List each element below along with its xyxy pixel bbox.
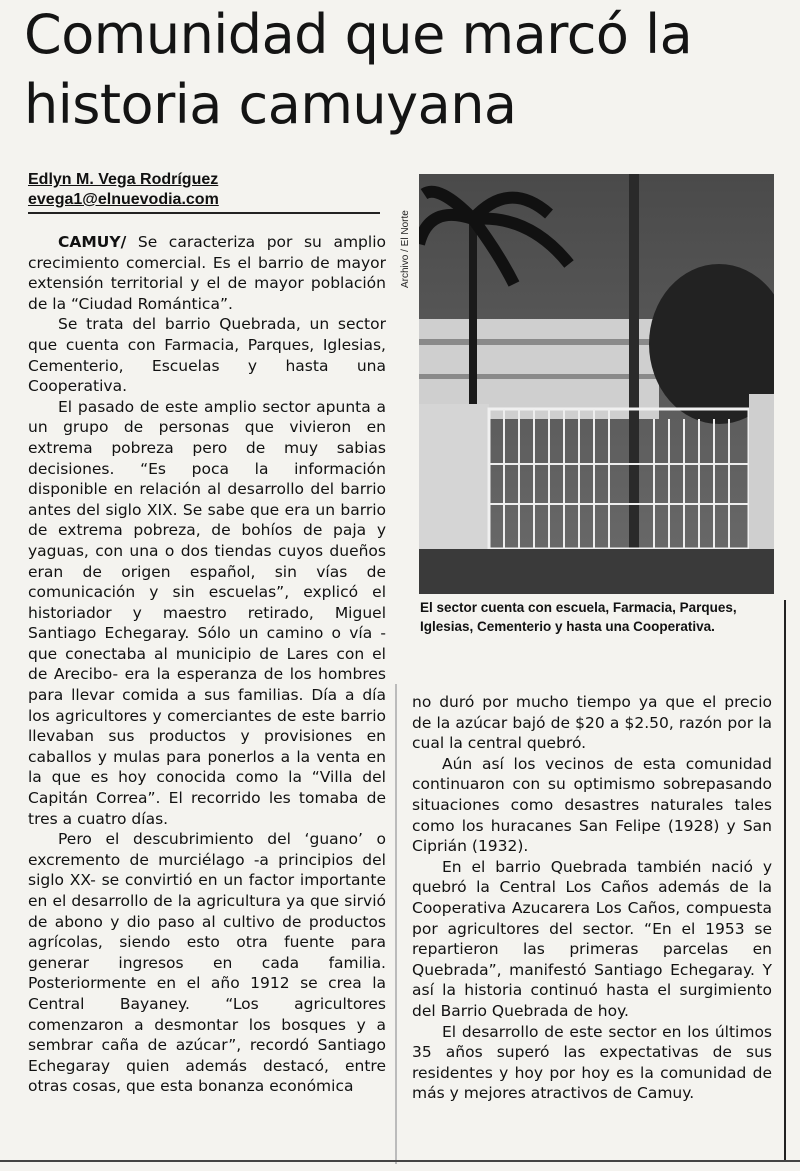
article-column-1 (28, 232, 386, 1097)
author-email[interactable]: evega1@elnuevodia.com (28, 191, 219, 208)
bottom-rule (0, 1160, 800, 1162)
headline: Comunidad que marcó la historia camuyana (24, 3, 693, 136)
photo-credit: Archivo / El Norte (400, 210, 411, 288)
author-name: Edlyn M. Vega Rodríguez (28, 171, 219, 188)
column-divider (395, 684, 397, 1164)
paragraph-5: no duró por mucho tiempo ya que el precio de la azúcar bajó de $20 a $2.50, razón por la cual la central quebró. (412, 693, 772, 753)
right-border-rule (784, 600, 786, 1160)
article-column-2 (412, 692, 772, 1104)
paragraph-3: El pasado de este amplio sector apunta a un grupo de personas que vivieron en extrema pobreza pero de muy sabias decisiones. “Es poca la información disponible en relación al desarrollo del barrio antes del siglo XIX. Se sabe que era un barrio de extrema pobreza, de bohíos de paja y yaguas, con una o dos tiendas cuyos dueños eran de origen español, sin vías de comunicación y sin escuelas”, explicó el historiador y maestro retirado, Miguel Santiago Echegaray. Sólo un camino o vía -que conectaba al municipio de Lares con el de Arecibo- era la esperanza de los hombres para llevar comida a sus familias. Día a día los agricultores y comerciantes de este barrio llevaban sus productos y provisiones en caballos y mulas para ponerlos a la venta en la que es hoy conocida como la “Villa del Capitán Correa”. El recorrido les tomaba de tres a cuatro días. (28, 397, 386, 828)
paragraph-7: En el barrio Quebrada también nació y quebró la Central Los Caños además de la Cooperativa Azucarera Los Caños, compuesta por agricultores del sector. “En el 1953 se repartieron las primeras parcelas en Quebrada”, manifestó Santiago Echegaray. Y así la historia continuó hasta el surgimiento del Barrio Quebrada de hoy. (412, 857, 772, 1020)
paragraph-4: Pero el descubrimiento del ‘guano’ o excremento de murciélago -a principios del siglo XX- se convirtió en un factor importante en el desarrollo de la agricultura ya que sirvió de abono y dio paso al cultivo de productos agrícolas, siendo esto otra fuente para generar ingresos en cada familia. Posteriormente en el año 1912 se crea la Central Bayaney. “Los agricultores comenzaron a desmontar los bosques y a sembrar caña de azúcar”, recordó Santiago Echegaray quien además destacó, entre otras cosas, que esta bonanza económica (28, 830, 386, 1096)
paragraph-6: Aún así los vecinos de esta comunidad continuaron con su optimismo sobrepasando situaciones como desastres naturales tales como los huracanes San Felipe (1928) y San Ciprián (1932). (412, 754, 772, 856)
byline-rule (28, 212, 380, 214)
paragraph-8: El desarrollo de este sector en los últimos 35 años superó las expectativas de sus residentes y hoy por hoy es la comunidad de más y mejores atractivos de Camuy. (412, 1022, 772, 1103)
paragraph-2: Se trata del barrio Quebrada, un sector que cuenta con Farmacia, Parques, Iglesias, Cementerio, Escuelas y hasta una Cooperativa. (28, 315, 386, 396)
photo-caption: El sector cuenta con escuela, Farmacia, Parques, Iglesias, Cementerio y hasta una Cooperativa. (420, 600, 737, 634)
article-photo (419, 174, 774, 594)
byline (28, 170, 380, 214)
paragraph-1 (28, 232, 386, 314)
paragraph-1-text: Se caracteriza por su amplio crecimiento comercial. Es el barrio de mayor extensión territorial y el de mayor población de la “Ciudad Romántica”. (28, 233, 386, 313)
dateline: CAMUY/ (58, 233, 127, 251)
